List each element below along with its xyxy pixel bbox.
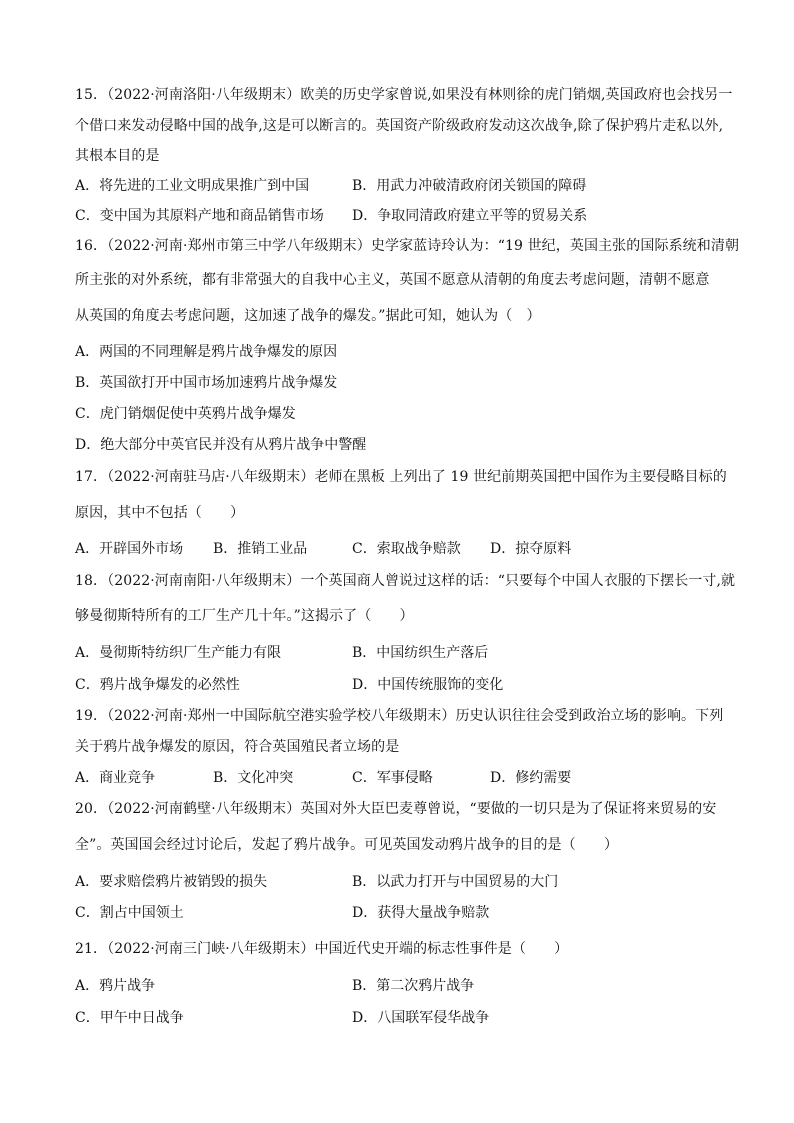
option-c: C．甲午中日战争	[75, 1010, 184, 1026]
option-b: B．英国欲打开中国市场加速鸦片战争爆发	[75, 375, 338, 391]
option-b: B．文化冲突	[213, 770, 294, 786]
question-text-line: 15．（2022·河南洛阳·八年级期末）欧美的历史学家曾说,如果没有林则徐的虎门销烟,英国政府也会找另一	[75, 87, 733, 103]
question-text-line: 关于鸦片战争爆发的原因，符合英国殖民者立场的是	[75, 739, 400, 755]
question-text-line: 18．（2022·河南南阳·八年级期末）一个英国商人曾说过这样的话：“只要每个中国人衣服的下摆长一寸,就	[75, 573, 736, 589]
option-c: C．鸦片战争爆发的必然性	[75, 677, 240, 693]
question-text-line: 所主张的对外系统，都有非常强大的自我中心主义，英国不愿意从清朝的角度去考虑问题，清朝不愿意	[75, 272, 710, 288]
question-text-line: 原因，其中不包括（ ）	[75, 505, 245, 521]
option-a: A．两国的不同理解是鸦片战争爆发的原因	[75, 344, 338, 360]
option-d: D．获得大量战争赔款	[352, 905, 490, 921]
option-a: A．开辟国外市场	[75, 541, 184, 557]
option-d: D．八国联军侵华战争	[352, 1010, 490, 1026]
option-b: B．推销工业品	[213, 541, 308, 557]
question-text-line: 够曼彻斯特所有的工厂生产几十年。”这揭示了（ ）	[75, 608, 414, 624]
option-b: B．中国纺织生产落后	[352, 645, 489, 661]
option-a: A．商业竞争	[75, 770, 156, 786]
question-text-line: 其根本目的是	[75, 148, 160, 164]
option-d: D．掠夺原料	[490, 541, 572, 557]
option-d: D．绝大部分中英官民并没有从鸦片战争中警醒	[75, 437, 367, 453]
option-c: C．索取战争赔款	[352, 541, 461, 557]
question-text-line: 16．（2022·河南·郑州市第三中学八年级期末）史学家蓝诗玲认为：“19 世纪，英国主张的国际系统和清朝	[75, 238, 740, 254]
option-a: A．将先进的工业文明成果推广到中国	[75, 178, 310, 194]
question-text-line: 17．（2022·河南驻马店·八年级期末）老师在黑板 上列出了 19 世纪前期英国把中国作为主要侵略目标的	[75, 469, 727, 485]
option-d: D．争取同清政府建立平等的贸易关系	[352, 208, 588, 224]
option-a: A．鸦片战争	[75, 978, 156, 994]
option-b: B．第二次鸦片战争	[352, 978, 475, 994]
option-d: D．修约需要	[490, 770, 572, 786]
option-a: A．要求赔偿鸦片被销毁的损失	[75, 874, 268, 890]
option-c: C．军事侵略	[352, 770, 433, 786]
option-c: C．虎门销烟促使中英鸦片战争爆发	[75, 406, 296, 422]
question-text-line: 个借口来发动侵略中国的战争,这是可以断言的。英国资产阶级政府发动这次战争,除了保护鸦片走私以外,	[75, 118, 724, 134]
option-b: B．用武力冲破清政府闭关锁国的障碍	[352, 178, 587, 194]
question-text-line: 20．（2022·河南鹤壁·八年级期末）英国对外大臣巴麦尊曾说，“要做的一切只是为了保证将来贸易的安	[75, 801, 717, 817]
question-text-line: 从英国的角度去考虑问题，这加速了战争的爆发。”据此可知，她认为（ ）	[75, 308, 541, 324]
question-text-line: 19．（2022·河南·郑州一中国际航空港实验学校八年级期末）历史认识往往会受到政治立场的影响。下列	[75, 708, 724, 724]
option-d: D．中国传统服饰的变化	[352, 677, 504, 693]
question-text-line: 21．（2022·河南三门峡·八年级期末）中国近代史开端的标志性事件是（ ）	[75, 941, 569, 957]
option-b: B．以武力打开与中国贸易的大门	[352, 874, 559, 890]
question-text-line: 全”。英国国会经过讨论后，发起了鸦片战争。可见英国发动鸦片战争的目的是（ ）	[75, 837, 619, 853]
option-a: A．曼彻斯特纺织厂生产能力有限	[75, 645, 282, 661]
option-c: C．割占中国领土	[75, 905, 184, 921]
option-c: C．变中国为其原料产地和商品销售市场	[75, 208, 324, 224]
